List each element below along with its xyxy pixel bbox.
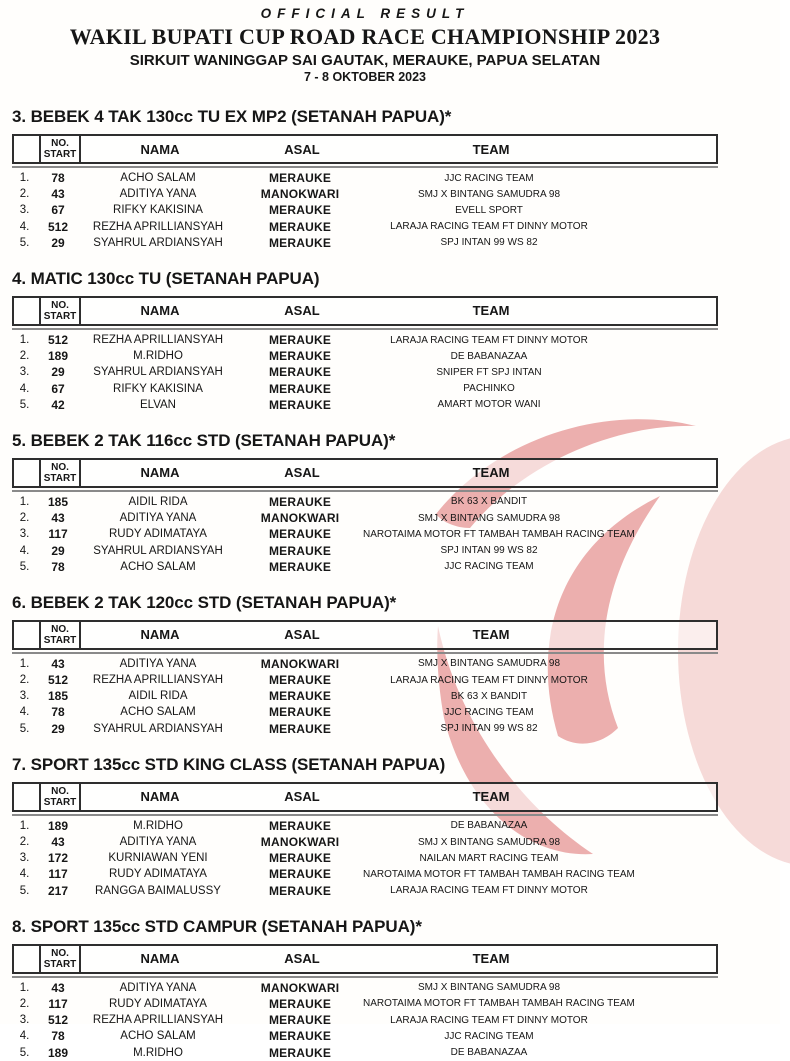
row-origin: MERAUKE: [268, 381, 332, 396]
result-row: [12, 332, 718, 348]
row-team-name: NAROTAIMA MOTOR FT TAMBAH TAMBAH RACING TEAM: [363, 528, 635, 540]
row-start-number: 512: [47, 333, 69, 348]
result-row: [12, 656, 718, 672]
document-header: [12, 6, 718, 84]
row-team-name: JJC RACING TEAM: [444, 172, 534, 184]
row-origin: MERAUKE: [268, 349, 332, 364]
row-rider-name: RUDY ADIMATAYA: [109, 868, 207, 881]
row-rider-name: SYAHRUL ARDIANSYAH: [93, 236, 223, 249]
row-position: 2.: [19, 188, 30, 201]
row-start-number: 172: [47, 851, 69, 866]
row-origin: MERAUKE: [268, 996, 332, 1011]
race-class-title: 3. BEBEK 4 TAK 130cc TU EX MP2 (SETANAH PAPUA)*: [12, 107, 452, 126]
row-rider-name: REZHA APRILLIANSYAH: [92, 334, 224, 347]
row-team-name: NAROTAIMA MOTOR FT TAMBAH TAMBAH RACING TEAM: [363, 998, 635, 1010]
result-row: [12, 510, 718, 526]
header-double-rule: [12, 652, 718, 654]
row-rider-name: M.RIDHO: [133, 819, 183, 832]
championship-title: WAKIL BUPATI CUP ROAD RACE CHAMPIONSHIP 2023: [69, 24, 661, 49]
row-team-name: SNIPER FT SPJ INTAN: [436, 366, 542, 378]
row-origin: MERAUKE: [268, 721, 332, 736]
result-row: [12, 866, 718, 882]
row-position: 5.: [19, 236, 30, 249]
result-row: [12, 1012, 718, 1028]
table-header-row: [12, 296, 718, 326]
row-position: 4.: [19, 706, 30, 719]
row-start-number: 117: [48, 527, 68, 542]
row-position: 3.: [19, 852, 30, 865]
col-header-no-start: NO. START: [39, 622, 81, 648]
row-team-name: BK 63 X BANDIT: [450, 690, 528, 702]
row-rider-name: ELVAN: [139, 398, 176, 411]
row-start-number: 43: [51, 656, 65, 671]
col-header-no-start: NO. START: [39, 298, 81, 324]
row-origin: MANOKWARI: [260, 656, 340, 671]
row-position: 5.: [19, 398, 30, 411]
row-team-name: NAILAN MART RACING TEAM: [419, 852, 559, 864]
col-header-asal: ASAL: [284, 465, 320, 481]
row-origin: MERAUKE: [268, 559, 332, 574]
row-team-name: SMJ X BINTANG SAMUDRA 98: [417, 836, 561, 848]
row-team-name: SPJ INTAN 99 WS 82: [440, 237, 538, 249]
result-row: [12, 559, 718, 575]
row-rider-name: ACHO SALAM: [120, 706, 196, 719]
race-class-section: [12, 755, 718, 899]
row-start-number: 189: [47, 1045, 69, 1060]
row-team-name: LARAJA RACING TEAM FT DINNY MOTOR: [390, 334, 588, 346]
row-origin: MERAUKE: [268, 689, 332, 704]
race-class-section: [12, 917, 718, 1061]
row-team-name: LARAJA RACING TEAM FT DINNY MOTOR: [390, 674, 588, 686]
col-header-nama: NAMA: [140, 303, 180, 319]
row-team-name: JJC RACING TEAM: [444, 1030, 534, 1042]
official-result-label: OFFICIAL RESULT: [260, 6, 470, 21]
race-class-section: [12, 107, 718, 251]
row-team-name: JJC RACING TEAM: [444, 706, 534, 718]
row-origin: MERAUKE: [268, 867, 332, 882]
row-origin: MERAUKE: [268, 494, 332, 509]
col-header-team: TEAM: [472, 627, 510, 643]
col-header-nama: NAMA: [140, 789, 180, 805]
row-rider-name: SYAHRUL ARDIANSYAH: [93, 544, 223, 557]
col-header-nama: NAMA: [140, 951, 180, 967]
row-rider-name: ADITIYA YANA: [119, 981, 197, 994]
race-class-title: 4. MATIC 130cc TU (SETANAH PAPUA): [12, 268, 320, 288]
col-header-asal: ASAL: [284, 627, 320, 643]
table-body: [12, 170, 718, 251]
col-header-asal: ASAL: [284, 141, 320, 157]
row-start-number: 43: [51, 980, 65, 995]
row-position: 3.: [19, 366, 30, 379]
row-team-name: SMJ X BINTANG SAMUDRA 98: [417, 658, 561, 670]
col-header-team: TEAM: [472, 951, 510, 967]
header-double-rule: [12, 814, 718, 816]
result-row: [12, 996, 718, 1012]
row-team-name: DE BABANAZAA: [450, 1047, 528, 1059]
result-row: [12, 721, 718, 737]
row-team-name: SPJ INTAN 99 WS 82: [440, 545, 538, 557]
result-row: [12, 688, 718, 704]
row-team-name: EVELL SPORT: [455, 204, 523, 216]
row-position: 1.: [19, 172, 30, 185]
col-header-no-start: NO. START: [39, 460, 81, 486]
row-team-name: SPJ INTAN 99 WS 82: [440, 723, 538, 735]
row-team-name: LARAJA RACING TEAM FT DINNY MOTOR: [390, 885, 588, 897]
row-origin: MERAUKE: [268, 333, 332, 348]
row-position: 4.: [19, 220, 30, 233]
row-position: 5.: [19, 884, 30, 897]
row-start-number: 43: [51, 187, 65, 202]
result-row: [12, 170, 718, 186]
row-position: 1.: [19, 334, 30, 347]
result-row: [12, 883, 718, 899]
row-position: 3.: [19, 1014, 30, 1027]
row-team-name: SMJ X BINTANG SAMUDRA 98: [417, 512, 561, 524]
table-body: [12, 656, 718, 737]
row-origin: MERAUKE: [268, 365, 332, 380]
row-start-number: 29: [51, 365, 65, 380]
row-start-number: 29: [51, 543, 65, 558]
result-row: [12, 818, 718, 834]
row-origin: MERAUKE: [268, 1013, 332, 1028]
col-header-no-start: NO. START: [39, 946, 81, 972]
row-position: 2.: [19, 997, 30, 1010]
result-row: [12, 672, 718, 688]
row-position: 3.: [19, 204, 30, 217]
row-rider-name: REZHA APRILLIANSYAH: [92, 674, 224, 687]
race-class-section: [12, 269, 718, 413]
row-rider-name: RIFKY KAKISINA: [113, 382, 203, 395]
row-start-number: 78: [51, 1029, 65, 1044]
row-start-number: 43: [51, 835, 65, 850]
col-header-nama: NAMA: [140, 465, 180, 481]
row-team-name: DE BABANAZAA: [450, 820, 528, 832]
row-team-name: JJC RACING TEAM: [444, 561, 534, 573]
row-position: 2.: [19, 512, 30, 525]
row-position: 1.: [19, 657, 30, 670]
header-double-rule: [12, 976, 718, 978]
row-start-number: 67: [51, 203, 65, 218]
row-team-name: LARAJA RACING TEAM FT DINNY MOTOR: [390, 1014, 588, 1026]
venue-line: SIRKUIT WANINGGAP SAI GAUTAK, MERAUKE, PAPUA SELATAN: [129, 52, 601, 69]
table-header-row: [12, 458, 718, 488]
race-class-title: 8. SPORT 135cc STD CAMPUR (SETANAH PAPUA)*: [12, 916, 422, 936]
result-row: [12, 219, 718, 235]
row-start-number: 189: [47, 349, 69, 364]
row-position: 3.: [19, 528, 30, 541]
race-class-title: 6. BEBEK 2 TAK 120cc STD (SETANAH PAPUA)*: [12, 592, 397, 612]
row-rider-name: SYAHRUL ARDIANSYAH: [93, 722, 223, 735]
row-position: 3.: [19, 690, 30, 703]
table-header-row: [12, 944, 718, 974]
row-origin: MERAUKE: [268, 527, 332, 542]
row-start-number: 512: [47, 673, 69, 688]
row-position: 2.: [19, 350, 30, 363]
table-header-row: [12, 134, 718, 164]
row-start-number: 185: [47, 689, 69, 704]
col-header-asal: ASAL: [284, 789, 320, 805]
row-position: 5.: [19, 722, 30, 735]
row-start-number: 29: [51, 721, 65, 736]
result-row: [12, 834, 718, 850]
row-origin: MERAUKE: [268, 219, 332, 234]
row-position: 1.: [19, 981, 30, 994]
result-sections: [12, 107, 718, 1061]
col-header-no-start: NO. START: [39, 784, 81, 810]
result-row: [12, 526, 718, 542]
row-position: 4.: [19, 382, 30, 395]
row-team-name: LARAJA RACING TEAM FT DINNY MOTOR: [390, 221, 588, 233]
table-body: [12, 980, 718, 1061]
result-row: [12, 850, 718, 866]
header-double-rule: [12, 328, 718, 330]
row-rider-name: M.RIDHO: [133, 350, 183, 363]
row-origin: MERAUKE: [268, 851, 332, 866]
result-row: [12, 542, 718, 558]
result-row: [12, 397, 718, 413]
row-start-number: 512: [47, 1013, 69, 1028]
table-body: [12, 818, 718, 899]
row-position: 5.: [19, 1046, 30, 1059]
result-row: [12, 348, 718, 364]
col-header-asal: ASAL: [284, 303, 320, 319]
result-row: [12, 186, 718, 202]
row-rider-name: AIDIL RIDA: [128, 495, 188, 508]
result-row: [12, 1044, 718, 1060]
row-start-number: 67: [51, 381, 65, 396]
row-origin: MANOKWARI: [260, 835, 340, 850]
row-team-name: AMART MOTOR WANI: [437, 399, 541, 411]
row-rider-name: RANGGA BAIMALUSSY: [95, 884, 221, 897]
row-team-name: PACHINKO: [463, 383, 515, 395]
row-rider-name: ADITIYA YANA: [119, 657, 197, 670]
row-team-name: BK 63 X BANDIT: [450, 496, 528, 508]
row-origin: MANOKWARI: [260, 980, 340, 995]
row-rider-name: RUDY ADIMATAYA: [109, 997, 207, 1010]
row-position: 1.: [19, 819, 30, 832]
col-header-no-start: NO. START: [39, 136, 81, 162]
row-start-number: 189: [47, 818, 69, 833]
col-header-nama: NAMA: [140, 627, 180, 643]
col-header-team: TEAM: [472, 303, 510, 319]
row-start-number: 78: [51, 171, 65, 186]
col-header-team: TEAM: [472, 141, 510, 157]
row-team-name: NAROTAIMA MOTOR FT TAMBAH TAMBAH RACING TEAM: [363, 868, 635, 880]
row-team-name: SMJ X BINTANG SAMUDRA 98: [417, 188, 561, 200]
header-double-rule: [12, 166, 718, 168]
row-rider-name: ADITIYA YANA: [119, 512, 197, 525]
row-position: 1.: [19, 495, 30, 508]
row-origin: MERAUKE: [268, 1045, 332, 1060]
row-rider-name: ADITIYA YANA: [119, 836, 197, 849]
col-header-team: TEAM: [472, 465, 510, 481]
row-rider-name: KURNIAWAN YENI: [108, 852, 208, 865]
race-class-title: 7. SPORT 135cc STD KING CLASS (SETANAH PAPUA): [12, 754, 446, 774]
row-team-name: DE BABANAZAA: [450, 350, 528, 362]
row-origin: MERAUKE: [268, 1029, 332, 1044]
table-header-row: [12, 782, 718, 812]
row-origin: MERAUKE: [268, 673, 332, 688]
col-header-nama: NAMA: [140, 141, 180, 157]
result-row: [12, 202, 718, 218]
race-class-section: [12, 431, 718, 575]
row-rider-name: RUDY ADIMATAYA: [109, 528, 207, 541]
row-start-number: 512: [47, 219, 69, 234]
row-origin: MERAUKE: [268, 818, 332, 833]
row-position: 4.: [19, 544, 30, 557]
row-start-number: 117: [48, 996, 68, 1011]
row-rider-name: ACHO SALAM: [120, 1030, 196, 1043]
row-origin: MERAUKE: [268, 705, 332, 720]
row-origin: MANOKWARI: [260, 187, 340, 202]
result-row: [12, 494, 718, 510]
row-origin: MERAUKE: [268, 883, 332, 898]
row-position: 5.: [19, 560, 30, 573]
result-row: [12, 235, 718, 251]
table-header-row: [12, 620, 718, 650]
row-rider-name: RIFKY KAKISINA: [113, 204, 203, 217]
row-rider-name: REZHA APRILLIANSYAH: [92, 220, 224, 233]
row-origin: MERAUKE: [268, 235, 332, 250]
result-row: [12, 980, 718, 996]
row-rider-name: ADITIYA YANA: [119, 188, 197, 201]
row-start-number: 42: [51, 397, 65, 412]
row-rider-name: REZHA APRILLIANSYAH: [92, 1014, 224, 1027]
row-position: 2.: [19, 836, 30, 849]
row-origin: MERAUKE: [268, 171, 332, 186]
row-start-number: 43: [51, 511, 65, 526]
row-rider-name: M.RIDHO: [133, 1046, 183, 1059]
col-header-asal: ASAL: [284, 951, 320, 967]
result-row: [12, 1028, 718, 1044]
row-position: 4.: [19, 1030, 30, 1043]
result-row: [12, 381, 718, 397]
race-class-title: 5. BEBEK 2 TAK 116cc STD (SETANAH PAPUA)*: [12, 430, 396, 450]
row-start-number: 29: [51, 235, 65, 250]
result-row: [12, 704, 718, 720]
result-row: [12, 364, 718, 380]
row-start-number: 185: [47, 494, 69, 509]
row-rider-name: SYAHRUL ARDIANSYAH: [93, 366, 223, 379]
event-date: 7 - 8 OKTOBER 2023: [303, 70, 427, 84]
row-origin: MANOKWARI: [260, 511, 340, 526]
row-start-number: 217: [47, 883, 69, 898]
table-body: [12, 494, 718, 575]
row-rider-name: ACHO SALAM: [120, 172, 196, 185]
row-position: 2.: [19, 674, 30, 687]
row-start-number: 78: [51, 705, 65, 720]
row-rider-name: AIDIL RIDA: [128, 690, 188, 703]
table-body: [12, 332, 718, 413]
row-rider-name: ACHO SALAM: [120, 560, 196, 573]
race-class-section: [12, 593, 718, 737]
row-origin: MERAUKE: [268, 203, 332, 218]
col-header-team: TEAM: [472, 789, 510, 805]
row-origin: MERAUKE: [268, 543, 332, 558]
row-start-number: 117: [48, 867, 68, 882]
row-start-number: 78: [51, 559, 65, 574]
row-team-name: SMJ X BINTANG SAMUDRA 98: [417, 982, 561, 994]
row-origin: MERAUKE: [268, 397, 332, 412]
row-position: 4.: [19, 868, 30, 881]
header-double-rule: [12, 490, 718, 492]
